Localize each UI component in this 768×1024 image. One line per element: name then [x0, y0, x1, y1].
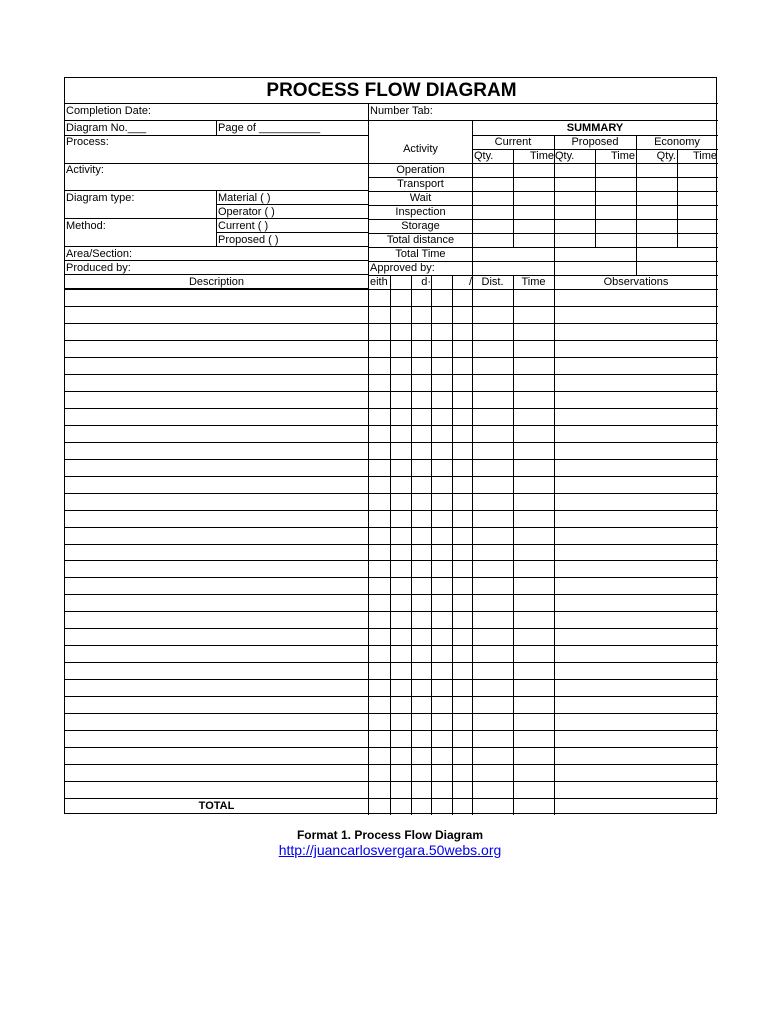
form-title: PROCESS FLOW DIAGRAM — [266, 80, 517, 101]
summary-row-storage: Storage — [401, 220, 440, 232]
table-row-divider — [65, 544, 718, 545]
table-row-divider — [65, 696, 718, 697]
proposed-option: Proposed ( ) — [218, 234, 279, 246]
table-row-divider — [65, 323, 718, 324]
table-column-divider — [472, 275, 473, 815]
table-row-divider — [65, 628, 718, 629]
dist-header: Dist. — [481, 276, 504, 288]
time-subheader: Time — [529, 150, 554, 162]
process-flow-form — [64, 77, 717, 814]
economy-col-header: Economy — [654, 136, 700, 148]
summary-title: SUMMARY — [566, 122, 624, 134]
qty-subheader: Qty. — [474, 150, 494, 162]
method-label: Method: — [66, 220, 106, 232]
table-row-divider — [65, 510, 718, 511]
number-tab-label: Number Tab: — [370, 105, 433, 117]
qty-subheader: Qty. — [656, 150, 676, 162]
divider — [65, 246, 368, 247]
table-row-divider — [65, 611, 718, 612]
table-row-divider — [65, 425, 718, 426]
table-column-divider — [452, 275, 453, 815]
process-label: Process: — [66, 136, 109, 148]
area-section-label: Area/Section: — [66, 248, 133, 260]
time-subheader: Time — [610, 150, 635, 162]
activity-label: Activity: — [66, 164, 104, 176]
operator-option: Operator ( ) — [218, 206, 275, 218]
table-column-divider — [554, 275, 555, 815]
table-row-divider — [65, 781, 718, 782]
table-row-divider — [65, 442, 718, 443]
table-row-divider — [65, 459, 718, 460]
approved-by-label: Approved by: — [370, 262, 435, 274]
diagram-no-label: Diagram No.___ — [66, 122, 147, 134]
symbol-header-3: d· — [421, 276, 431, 288]
table-row-divider — [65, 764, 718, 765]
total-label: TOTAL — [198, 800, 235, 812]
table-row-divider — [65, 493, 718, 494]
table-row-divider — [65, 577, 718, 578]
table-row-divider — [65, 798, 718, 799]
symbol-header-5: / — [468, 276, 472, 288]
summary-row-total-time: Total Time — [395, 248, 446, 260]
table-column-divider — [513, 275, 514, 815]
table-row-divider — [65, 662, 718, 663]
table-row-divider — [65, 374, 718, 375]
table-row-divider — [65, 679, 718, 680]
format-caption: Format 1. Process Flow Diagram — [296, 828, 484, 842]
time-header: Time — [521, 276, 546, 288]
material-option: Material ( ) — [218, 192, 271, 204]
website-link[interactable]: http://juancarlosvergara.50webs.org — [278, 842, 502, 858]
table-row-divider — [65, 408, 718, 409]
summary-activity-header: Activity — [403, 143, 438, 155]
table-row-divider — [65, 306, 718, 307]
summary-row-inspection: Inspection — [395, 206, 446, 218]
table-row-divider — [65, 340, 718, 341]
table-row-divider — [65, 289, 718, 290]
divider — [65, 103, 718, 104]
page-of-label: Page of __________ — [218, 122, 321, 134]
table-row-divider — [65, 357, 718, 358]
table-row-divider — [65, 747, 718, 748]
description-header: Description — [188, 276, 245, 288]
table-row-divider — [65, 476, 718, 477]
table-row-divider — [65, 645, 718, 646]
symbol-header-1: eith — [370, 276, 388, 288]
summary-row-operation: Operation — [396, 164, 445, 176]
table-row-divider — [65, 713, 718, 714]
current-option: Current ( ) — [218, 220, 269, 232]
table-column-divider — [390, 275, 391, 815]
summary-row-total-distance: Total distance — [386, 234, 455, 246]
summary-row-transport: Transport — [397, 178, 444, 190]
qty-subheader: Qty. — [555, 150, 575, 162]
current-col-header: Current — [494, 136, 532, 148]
table-row-divider — [65, 594, 718, 595]
proposed-col-header: Proposed — [571, 136, 619, 148]
table-column-divider — [431, 275, 432, 815]
diagram-type-label: Diagram type: — [66, 192, 135, 204]
time-subheader: Time — [692, 150, 717, 162]
table-column-divider — [411, 275, 412, 815]
table-row-divider — [65, 730, 718, 731]
divider — [65, 163, 368, 164]
divider — [65, 120, 718, 121]
completion-date-label: Completion Date: — [66, 105, 151, 117]
produced-by-label: Produced by: — [66, 262, 131, 274]
table-row-divider — [65, 391, 718, 392]
summary-row-wait: Wait — [409, 192, 432, 204]
table-row-divider — [65, 527, 718, 528]
divider — [216, 190, 217, 246]
table-row-divider — [65, 560, 718, 561]
observations-header: Observations — [603, 276, 669, 288]
divider — [216, 120, 217, 136]
